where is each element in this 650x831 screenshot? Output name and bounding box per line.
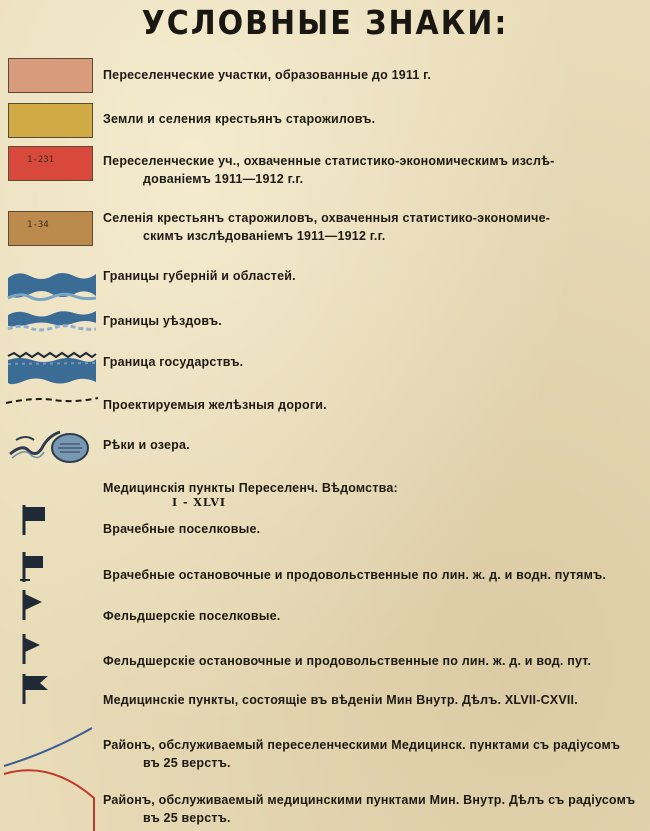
doctor-station-flag-icon	[18, 550, 50, 584]
feldsher-settlement-flag-icon	[18, 588, 50, 622]
swatch-settlement-surveyed	[8, 146, 93, 181]
feldsher-station-flag-icon	[18, 632, 50, 666]
label-doctor-settlement: Врачебные поселковые.	[103, 522, 261, 536]
province-border-icon	[6, 268, 98, 302]
label-rivers: Рѣки и озера.	[103, 438, 190, 452]
label-ministry-points: Медицинскіе пункты, состоящіе въ вѣденіи Мин Внутр. Дѣлъ. XLVII-CXVII.	[103, 693, 578, 707]
label-radius-ministry	[103, 791, 642, 827]
label-feldsher-stations: Фельдшерскіе остановочные и продовольственные по лин. ж. д. и вод. пут.	[103, 654, 592, 668]
label-feldsher-settlement: Фельдшерскіе поселковые.	[103, 609, 281, 623]
swatch-oldtimer-surveyed-num: 1-34	[27, 220, 49, 230]
label-oldtimer-lands: Земли и селения крестьянъ старожиловъ.	[103, 112, 376, 126]
label-oldtimer-surveyed-line2: скимъ изслѣдованіемъ 1911—1912 г.г.	[143, 229, 386, 243]
label-radius-resettlement-line1: Районъ, обслуживаемый переселенческими Медицинск. пунктами съ радіусомъ	[103, 738, 621, 752]
label-oldtimer-surveyed	[103, 209, 642, 245]
railway-line-icon	[4, 395, 100, 407]
label-district-borders: Границы уѣздовъ.	[103, 314, 222, 328]
swatch-settlement-pre1911	[8, 58, 93, 93]
label-radius-resettlement-line2: въ 25 верстъ.	[143, 756, 231, 770]
label-settlement-surveyed	[103, 152, 642, 188]
label-settlement-pre1911: Переселенческие участки, образованные до 1911 г.	[103, 68, 431, 82]
label-radius-resettlement	[103, 736, 642, 772]
ministry-flag-icon	[18, 672, 56, 706]
river-lake-icon	[8, 418, 94, 468]
radius-ministry-arc-icon	[0, 762, 100, 831]
label-province-borders: Границы губерній и областей.	[103, 269, 296, 283]
legend-title: УСЛОВНЫЕ ЗНАКИ:	[141, 4, 509, 43]
swatch-settlement-surveyed-num: 1-231	[27, 155, 55, 165]
doctor-settlement-flag-icon	[18, 503, 50, 537]
district-border-icon	[6, 307, 98, 333]
swatch-oldtimer-surveyed	[8, 211, 93, 246]
swatch-oldtimer-lands	[8, 103, 93, 138]
label-railways: Проектируемыя желѣзныя дороги.	[103, 398, 327, 412]
state-border-icon	[6, 350, 98, 386]
label-radius-ministry-line1: Районъ, обслуживаемый медицинскими пунктами Мин. Внутр. Дѣлъ съ радіусомъ	[103, 793, 636, 807]
label-settlement-surveyed-line2: дованіемъ 1911—1912 г.г.	[143, 172, 304, 186]
label-settlement-surveyed-line1: Переселенческие уч., охваченные статистико-экономическимъ изслѣ-	[103, 154, 555, 168]
label-state-border: Граница государствъ.	[103, 355, 244, 369]
label-medical-range: I - XLVI	[172, 496, 227, 509]
label-medical-header: Медицинскія пункты Переселенч. Вѣдомства:	[103, 481, 398, 495]
label-radius-ministry-line2: въ 25 верстъ.	[143, 811, 231, 825]
label-oldtimer-surveyed-line1: Селенія крестьянъ старожиловъ, охваченныя статистико-экономиче-	[103, 211, 551, 225]
label-doctor-stations: Врачебные остановочные и продовольственные по лин. ж. д. и водн. путямъ.	[103, 568, 607, 582]
